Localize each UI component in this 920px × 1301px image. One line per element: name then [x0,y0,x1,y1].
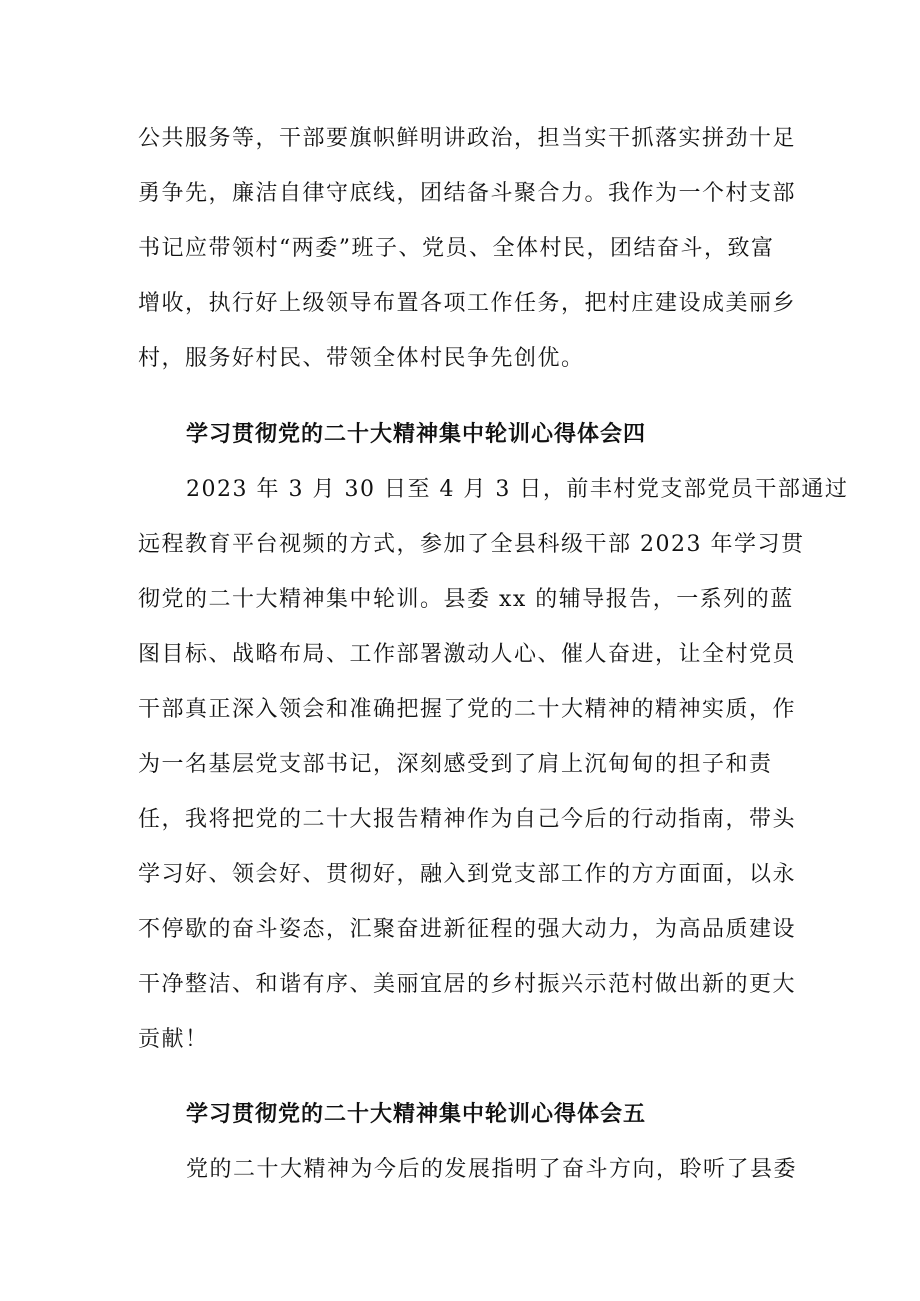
section-heading-four: 学习贯彻党的二十大精神集中轮训心得体会四 [186,422,647,447]
paragraph-line: 干部真正深入领会和准确把握了党的二十大精神的精神实质，作 [138,697,797,722]
paragraph-line: 干净整洁、和谐有序、美丽宜居的乡村振兴示范村做出新的更大 [138,972,797,997]
paragraph-line: 为一名基层党支部书记，深刻感受到了肩上沉甸甸的担子和责 [138,752,773,777]
paragraph-line: 村，服务好村民、带领全体村民争先创优。 [138,346,585,371]
paragraph-line: 增收，执行好上级领导布置各项工作任务，把村庄建设成美丽乡 [138,291,797,316]
paragraph-line: 彻党的二十大精神集中轮训。县委 xx 的辅导报告，一系列的蓝 [138,587,794,612]
paragraph-line: 学习好、领会好、贯彻好，融入到党支部工作的方方面面，以永 [138,862,797,887]
paragraph-line: 2023 年 3 月 30 日至 4 月 3 日，前丰村党支部党员干部通过 [186,477,849,502]
paragraph-line: 图目标、战略布局、工作部署激动人心、催人奋进，让全村党员 [138,642,797,667]
paragraph-line: 书记应带领村“两委”班子、党员、全体村民，团结奋斗，致富 [138,236,775,261]
paragraph-line: 勇争先，廉洁自律守底线，团结备斗聚合力。我作为一个村支部 [138,181,797,206]
paragraph-line: 公共服务等，干部要旗帜鲜明讲政治，担当实干抓落实拼劲十足 [138,126,797,151]
paragraph-line: 远程教育平台视频的方式，参加了全县科级干部 2023 年学习贯 [138,532,805,557]
paragraph-line: 不停歇的奋斗姿态，汇聚奋进新征程的强大动力，为高品质建设 [138,917,797,942]
paragraph-line: 任，我将把党的二十大报告精神作为自己今后的行动指南，带头 [138,807,797,832]
paragraph-line: 党的二十大精神为今后的发展指明了奋斗方向，聆听了县委 [186,1157,798,1182]
section-heading-five: 学习贯彻党的二十大精神集中轮训心得体会五 [186,1102,647,1127]
paragraph-line: 贡献！ [138,1027,209,1052]
